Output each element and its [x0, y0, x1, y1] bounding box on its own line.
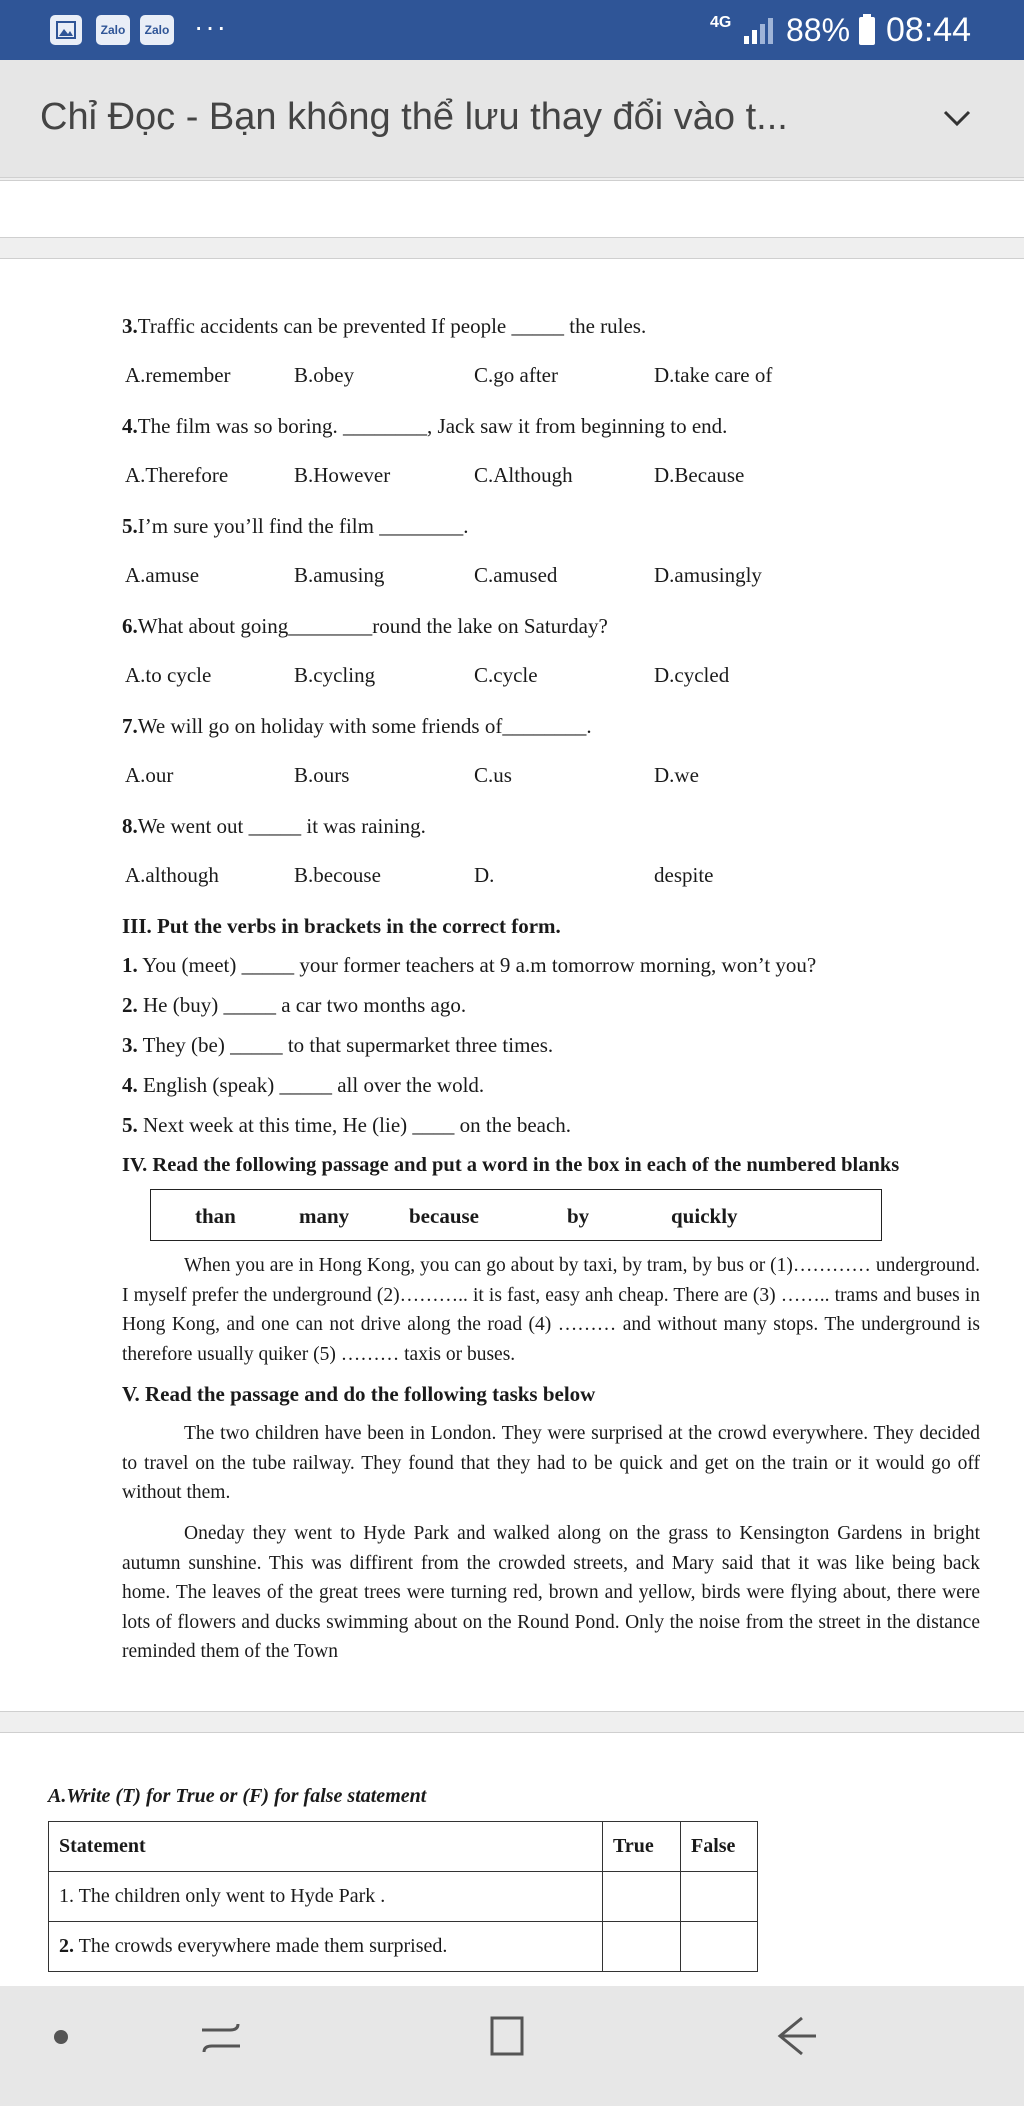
option-a: A.amuse	[125, 563, 200, 587]
option-a: A.our	[125, 763, 174, 787]
option-b: B.obey	[294, 363, 355, 387]
dot-indicator-icon	[52, 2028, 70, 2046]
verb-item-5: 5. Next week at this time, He (lie) ____ on the beach.	[122, 1113, 572, 1137]
option-b: B.cycling	[294, 663, 376, 687]
document-page	[0, 180, 1024, 238]
option-b: B.However	[294, 463, 391, 487]
section-4-passage: When you are in Hong Kong, you can go about by taxi, by tram, by bus or (1)………… underground. I myself prefer the underground (2)……….. it is fast, easy anh cheap. There are (3) …….. trams and buses in Hong Kong, and one can not drive along the road (4) ……… and without many stops. The underground is therefore usually quiker (5) ……… taxis or buses.	[122, 1255, 980, 1365]
table-header-row	[49, 1822, 758, 1872]
verb-item-4: 4. English (speak) _____ all over the wold.	[122, 1073, 485, 1097]
question-4: 4.The film was so boring. ________, Jack saw it from beginning to end.	[122, 414, 728, 438]
signal-icon	[742, 16, 778, 44]
word-box	[150, 1189, 882, 1241]
option-c: C.amused	[474, 563, 558, 587]
document-title: Chỉ Đọc - Bạn không thể lưu thay đổi vào t...	[40, 96, 788, 138]
document-page	[0, 258, 1024, 1712]
column-header-statement: Statement	[49, 1822, 603, 1872]
table-row	[49, 1922, 758, 1972]
option-d: D.	[474, 863, 495, 887]
true-false-heading: A.Write (T) for True or (F) for false statement	[48, 1785, 427, 1807]
option-a: A.to cycle	[125, 663, 212, 687]
option-c: C.go after	[474, 363, 558, 387]
option-a: A.remember	[125, 363, 231, 387]
section-5-paragraph-2: Oneday they went to Hyde Park and walked along on the grass to Kensington Gardens in bright autumn sunshine. This was diffirent from the crowded streets, and Mary said that it was like being back home. The leaves of the great trees were turning red, brown and yellow, birds were flying about, there were lots of flowers and ducks swimming about on the Round Pond. Only the noise from the street in the distance reminded them of the Town	[122, 1523, 980, 1662]
question-6: 6.What about going________round the lake on Saturday?	[122, 614, 608, 638]
option-b: B.amusing	[294, 563, 385, 587]
battery-icon	[858, 14, 876, 46]
clock: 08:44	[886, 11, 972, 49]
verb-item-3: 3. They (be) _____ to that supermarket three times.	[122, 1033, 554, 1057]
option-despite: despite	[654, 863, 714, 887]
option-c: C.Although	[474, 463, 573, 487]
option-d: D.cycled	[654, 663, 730, 687]
option-a: A.Therefore	[125, 463, 229, 487]
more-notifications-icon: ···	[194, 11, 228, 42]
option-d: D.take care of	[654, 363, 773, 387]
section-5-heading: V. Read the passage and do the following tasks below	[122, 1382, 596, 1406]
question-8: 8.We went out _____ it was raining.	[122, 814, 426, 838]
zalo-notification-icon: Zalo	[96, 15, 130, 45]
table-row	[49, 1872, 758, 1922]
question-5: 5.I’m sure you’ll find the film ________.	[122, 514, 469, 538]
section-3-heading: III. Put the verbs in brackets in the correct form.	[122, 914, 561, 938]
document-title-bar[interactable]	[0, 60, 1024, 178]
question-3: 3.Traffic accidents can be prevented If people _____ the rules.	[122, 314, 647, 338]
option-b: B.ours	[294, 763, 350, 787]
word-box-item: by	[567, 1204, 590, 1228]
battery-percentage: 88%	[786, 12, 851, 48]
option-d: D.amusingly	[654, 563, 762, 587]
home-icon[interactable]	[484, 2010, 530, 2062]
verb-item-1: 1. You (meet) _____ your former teachers at 9 a.m tomorrow morning, won’t you?	[122, 953, 817, 977]
question-7: 7.We will go on holiday with some friends of________.	[122, 714, 592, 738]
option-c: C.cycle	[474, 663, 538, 687]
column-header-true: True	[603, 1822, 681, 1872]
statement-cell: 1. The children only went to Hyde Park .	[49, 1872, 603, 1922]
option-a: A.although	[125, 863, 219, 887]
gallery-notification-icon	[50, 15, 82, 45]
word-box-item: many	[299, 1204, 350, 1228]
zalo-notification-icon: Zalo	[140, 15, 174, 45]
statement-cell: 2. The crowds everywhere made them surprised.	[49, 1922, 603, 1972]
true-cell	[603, 1922, 681, 1972]
word-box-item: because	[409, 1204, 479, 1228]
network-type: 4G	[710, 14, 732, 31]
navigation-bar	[0, 1986, 1024, 2106]
back-icon[interactable]	[772, 2010, 820, 2062]
option-d: D.Because	[654, 463, 745, 487]
true-cell	[603, 1872, 681, 1922]
true-false-table	[48, 1821, 758, 1972]
option-c: C.us	[474, 763, 512, 787]
option-d: D.we	[654, 763, 699, 787]
section-5-paragraph-1: The two children have been in London. They were surprised at the crowd everywhere. They decided to travel on the tube railway. They found that they had to be quick and get on the train or it would go off without them.	[122, 1423, 980, 1503]
word-box-item: than	[195, 1204, 236, 1228]
recent-apps-icon[interactable]	[196, 2012, 246, 2062]
option-b: B.becouse	[294, 863, 381, 887]
document-page	[0, 1732, 1024, 1986]
false-cell	[681, 1872, 758, 1922]
false-cell	[681, 1922, 758, 1972]
word-box-item: quickly	[671, 1204, 738, 1228]
section-4-heading: IV. Read the following passage and put a word in the box in each of the numbered blanks	[122, 1154, 900, 1176]
status-bar	[0, 0, 1024, 60]
chevron-down-icon[interactable]	[940, 104, 974, 132]
verb-item-2: 2. He (buy) _____ a car two months ago.	[122, 993, 467, 1017]
column-header-false: False	[681, 1822, 758, 1872]
